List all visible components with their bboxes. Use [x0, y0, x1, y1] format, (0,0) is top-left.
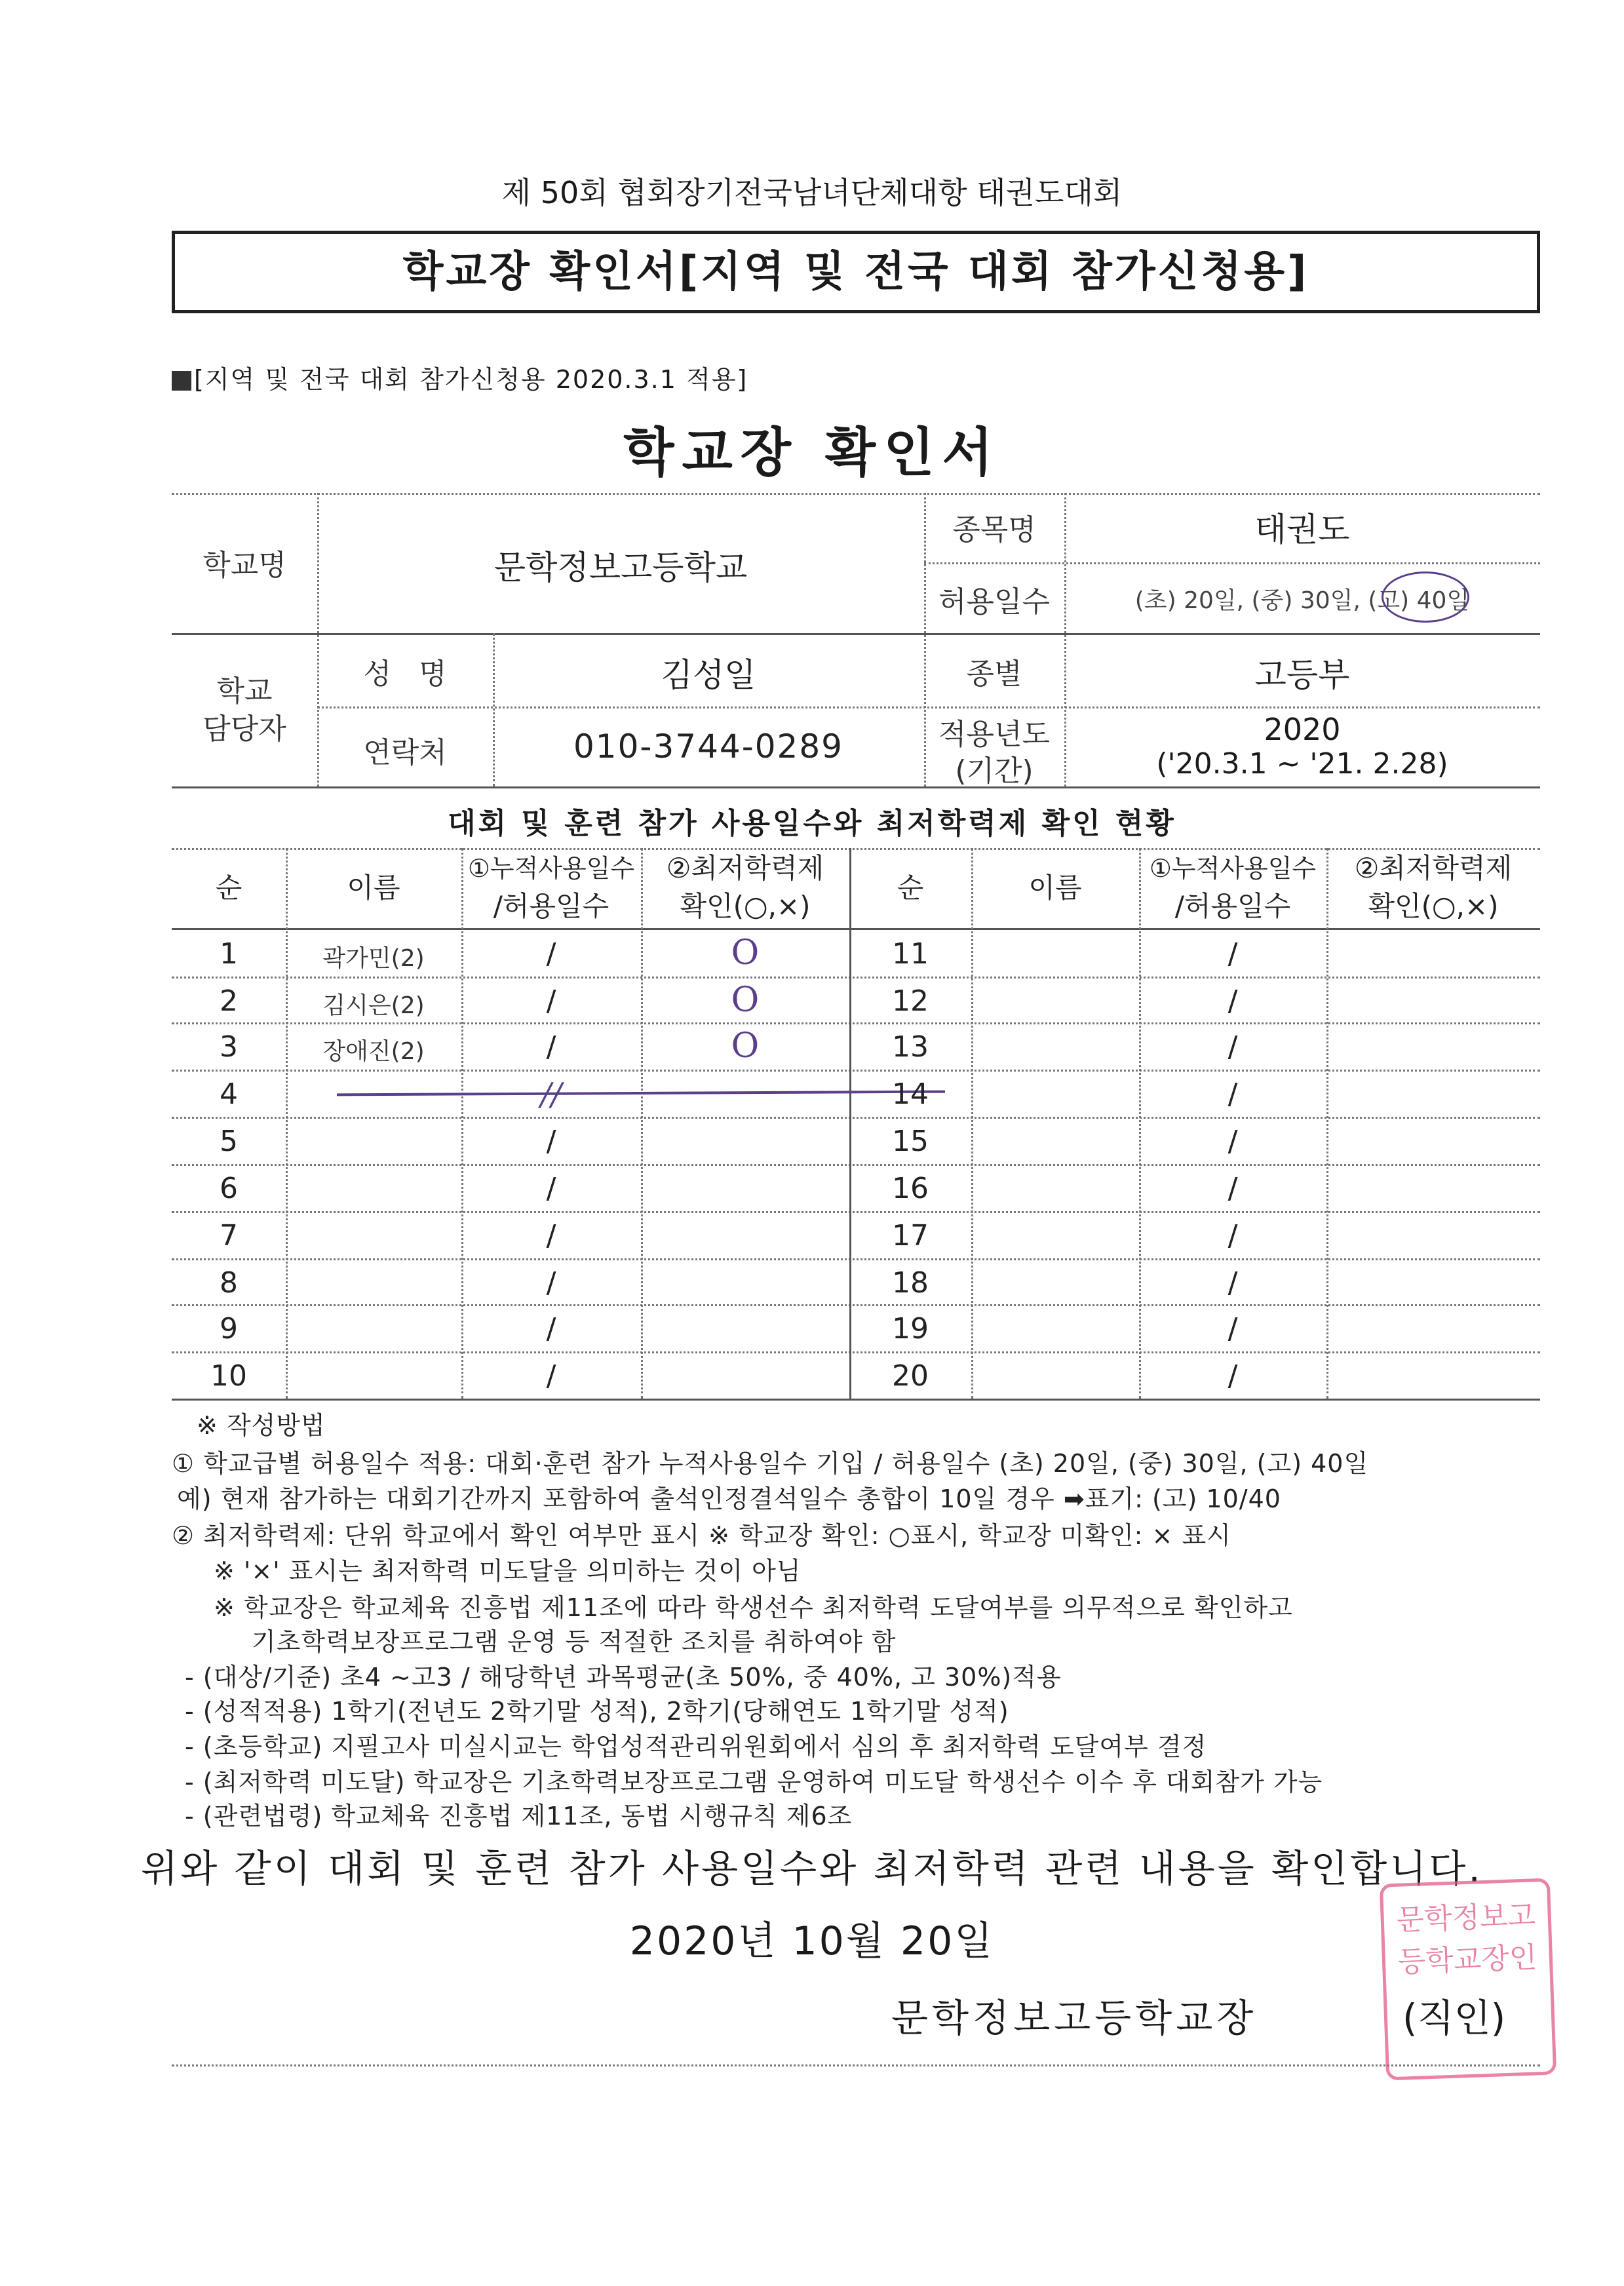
days-cell: / [546, 1266, 556, 1300]
division-value: 고등부 [1254, 656, 1350, 694]
header-days-left-2: /허용일수 [493, 890, 609, 922]
student-name: 김시은(2) [322, 992, 425, 1019]
form-note [172, 359, 748, 395]
note-line: - (대상/기준) 초4 ~고3 / 해당학년 과목평균(초 50%, 중 40%, 고 30%)적용 [185, 1663, 1062, 1692]
row-number: 8 [220, 1266, 238, 1300]
header-name-left: 이름 [347, 872, 400, 904]
header-days-left-1: ①누적사용일수 [467, 854, 635, 883]
table-row [172, 1304, 849, 1351]
note-line: - (최저학력 미도달) 학교장은 기초학력보장프로그램 운영하여 미도달 학생선수 이수 후 대회참가 가능 [185, 1768, 1323, 1796]
note-line: - (초등학교) 지필고사 미실시교는 학업성적관리위원회에서 심의 후 최저학력 도달여부 결정 [185, 1732, 1207, 1761]
header-seq-left: 순 [215, 872, 242, 904]
table-row [172, 977, 849, 1022]
table-row [849, 1117, 1540, 1164]
header-min-right-2: 확인(○,×) [1368, 890, 1499, 922]
row-number: 5 [220, 1125, 238, 1158]
student-name: 곽가민(2) [322, 945, 425, 972]
table-row [172, 1211, 849, 1258]
info-table-line [924, 562, 1540, 564]
min-achievement-check: O [731, 980, 760, 1020]
min-achievement-check: O [731, 933, 760, 973]
days-cell: / [546, 1125, 556, 1158]
row-number: 2 [220, 984, 238, 1018]
period-label-2: (기간) [955, 754, 1034, 788]
bottom-divider [172, 2064, 1540, 2066]
note-line: - (관련법령) 학교체육 진흥법 제11조, 동법 시행규칙 제6조 [185, 1802, 853, 1831]
allowed-days-value: (초) 20일, (중) 30일, (고) 40일 [1134, 587, 1470, 614]
row-number: 10 [210, 1359, 247, 1393]
table-row [849, 1304, 1540, 1351]
row-number: 12 [892, 984, 929, 1018]
table-row [172, 1070, 849, 1117]
info-table-bottom-border [172, 786, 1540, 788]
row-number: 19 [892, 1312, 929, 1346]
days-cell: // [540, 1076, 562, 1113]
table-row [172, 1164, 849, 1211]
days-cell: / [546, 1219, 556, 1252]
form-note-text: [지역 및 전국 대회 참가신청용 2020.3.1 적용] [194, 365, 748, 394]
days-cell: / [1228, 1219, 1238, 1252]
row-number: 14 [892, 1077, 929, 1111]
info-table-top-border [172, 493, 1540, 495]
table-row [172, 1351, 849, 1399]
school-name-value: 문학정보고등학교 [493, 549, 748, 587]
row-number: 3 [220, 1030, 238, 1064]
person-name-value: 김성일 [661, 656, 756, 694]
table-row [849, 929, 1540, 977]
days-cell: / [1228, 1125, 1238, 1158]
principal-title: 문학정보고등학교장 [891, 1996, 1258, 2040]
days-cell: / [546, 1312, 556, 1346]
note-line: ※ '×' 표시는 최저학력 미도달을 의미하는 것이 아님 [214, 1557, 802, 1585]
table-row [849, 977, 1540, 1022]
header-seq-right: 순 [897, 872, 924, 904]
table-row [849, 1070, 1540, 1117]
days-cell: / [546, 1030, 556, 1064]
date-text: 2020년 10월 20일 [629, 1918, 995, 1964]
table-row [849, 1258, 1540, 1304]
main-title: 학교장 확인서 [623, 422, 1001, 483]
days-cell: / [546, 1172, 556, 1205]
row-number: 7 [220, 1219, 238, 1252]
days-cell: / [1228, 1077, 1238, 1111]
days-cell: / [1228, 937, 1238, 971]
seal-label: (직인) [1402, 1996, 1506, 2040]
note-line: 예) 현재 참가하는 대회기간까지 포함하여 출석인정결석일수 총합이 10일 경우 ➡표기: (고) 10/40 [177, 1484, 1281, 1513]
header-days-right-1: ①누적사용일수 [1149, 854, 1317, 883]
person-name-label: 성 명 [363, 657, 447, 691]
row-number: 4 [220, 1077, 238, 1111]
row-number: 15 [892, 1125, 929, 1158]
event-title: 제 50회 협회장기전국남녀단체대항 태권도대회 [501, 175, 1123, 210]
confirmation-statement: 위와 같이 대회 및 훈련 참가 사용일수와 최저학력 관련 내용을 확인합니다. [141, 1846, 1483, 1891]
contact-person-label-1: 학교 [216, 674, 273, 708]
phone-label: 연락처 [363, 736, 447, 769]
days-cell: / [1228, 1359, 1238, 1393]
note-line: ② 최저학력제: 단위 학교에서 확인 여부만 표시 ※ 학교장 확인: ○표시, 학교장 미확인: × 표시 [172, 1521, 1231, 1550]
days-cell: / [546, 984, 556, 1018]
header-min-left-1: ②최저학력제 [666, 852, 824, 884]
note-line: ① 학교급별 허용일수 적용: 대회·훈련 참가 누적사용일수 기입 / 허용일수 (초) 20일, (중) 30일, (고) 40일 [172, 1449, 1369, 1478]
row-number: 18 [892, 1266, 929, 1300]
header-min-left-2: 확인(○,×) [680, 890, 811, 922]
table-row [172, 1258, 849, 1304]
note-line: - (성적적용) 1학기(전년도 2학기말 성적), 2학기(당해연도 1학기말 성적) [185, 1697, 1009, 1726]
document-title-box: 학교장 확인서[지역 및 전국 대회 참가신청용] [172, 231, 1540, 313]
row-number: 16 [892, 1172, 929, 1205]
row-number: 11 [892, 937, 929, 971]
period-label-1: 적용년도 [938, 718, 1050, 751]
student-name: 장애진(2) [322, 1038, 425, 1065]
table-row [172, 1022, 849, 1070]
period-year: 2020 [1264, 712, 1341, 747]
table-row [849, 1211, 1540, 1258]
days-cell: / [1228, 1030, 1238, 1064]
note-line: 기초학력보장프로그램 운영 등 적절한 조치를 취하여야 함 [252, 1627, 897, 1656]
days-cell: / [1228, 1266, 1238, 1300]
row-number: 13 [892, 1030, 929, 1064]
note-line: ※ 학교장은 학교체육 진흥법 제11조에 따라 학생선수 최저학력 도달여부를 의무적으로 확인하고 [214, 1593, 1293, 1622]
header-min-right-1: ②최저학력제 [1354, 852, 1513, 884]
header-name-right: 이름 [1028, 872, 1082, 904]
row-number: 9 [220, 1312, 238, 1346]
notes-heading: ※ 작성방법 [197, 1411, 326, 1440]
row-number: 17 [892, 1219, 929, 1252]
table-row [849, 1164, 1540, 1211]
days-cell: / [546, 937, 556, 971]
days-cell: / [1228, 1172, 1238, 1205]
row-number: 20 [892, 1359, 929, 1393]
info-table-line [317, 707, 1540, 708]
allowed-days-label: 허용일수 [938, 585, 1050, 619]
square-bullet-icon [172, 371, 191, 391]
days-cell: / [1228, 1312, 1238, 1346]
table-row [172, 1117, 849, 1164]
days-cell: / [546, 1359, 556, 1393]
sport-value: 태권도 [1254, 511, 1350, 549]
sport-label: 종목명 [952, 513, 1036, 547]
row-number: 6 [220, 1172, 238, 1205]
min-achievement-check: O [731, 1026, 760, 1066]
division-label: 종별 [966, 657, 1022, 691]
table-row [172, 929, 849, 977]
contact-person-label-2: 담당자 [203, 712, 286, 746]
phone-value: 010-3744-0289 [573, 727, 843, 765]
section-heading: 대회 및 훈련 참가 사용일수와 최저학력제 확인 현황 [448, 807, 1176, 840]
table-row [849, 1351, 1540, 1399]
handwritten-circle-mark [1382, 572, 1469, 623]
table-row [849, 1022, 1540, 1070]
period-range: ('20.3.1 ~ '21. 2.28) [1156, 747, 1448, 781]
table-bottom-border [172, 1399, 1540, 1401]
days-cell: / [1228, 984, 1238, 1018]
official-seal-stamp: 문학정보고등학교장인 [1380, 1878, 1556, 2081]
info-table-line [172, 633, 1540, 635]
header-days-right-2: /허용일수 [1174, 890, 1291, 922]
school-name-label: 학교명 [203, 549, 286, 582]
row-number: 1 [220, 937, 238, 971]
